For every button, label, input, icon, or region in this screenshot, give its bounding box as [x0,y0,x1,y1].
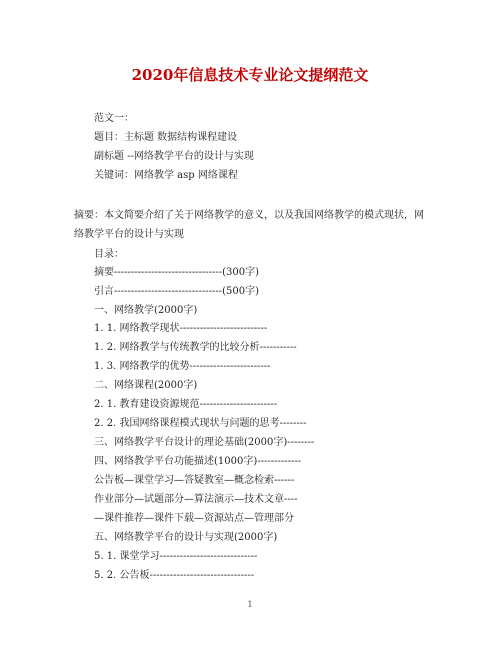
toc-item: 五、网络教学平台的设计与实现(2000字) [94,532,278,543]
header-line-1: 范文一： [94,113,134,124]
abstract-line-1: 摘要：本文简要介绍了关于网络教学的意义，以及我国网络教学的模式现状，网 [74,210,424,221]
header-line-3: 副标题 --网络教学平台的设计与实现 [94,151,254,162]
toc-item: 5. 1. 课堂学习----------------------------- [94,551,258,562]
toc-item: 5. 2. 公告板------------------------------- [94,570,255,581]
toc-item: 摘要--------------------------------(300字) [94,267,260,278]
header-line-4: 关键词：网络教学 asp 网络课程 [94,170,238,181]
toc-item: 作业部分—试题部分—算法演示—技术文章---- [94,494,298,505]
toc-item: 三、网络教学平台设计的理论基础(2000字)-------- [94,437,315,448]
toc-item: 二、网络课程(2000字) [94,380,198,391]
abstract-line-2: 络教学平台的设计与实现 [74,229,184,240]
toc-heading: 目录： [94,249,124,260]
document-title: 2020年信息技术专业论文提纲范文 [131,66,369,84]
toc-item: 引言--------------------------------(500字) [94,286,260,297]
toc-item: 1. 1. 网络教学现状-------------------------- [94,323,268,334]
toc-item: 1. 3. 网络教学的优势------------------------ [94,361,271,372]
toc-item: 2. 1. 教育建设资源规范----------------------- [94,399,278,410]
toc-item: 四、网络教学平台功能描述(1000字)------------- [94,456,302,467]
toc-item: 公告板—课堂学习—答疑教室—概念检索------ [94,475,295,486]
toc-item: 2. 2. 我国网络课程模式现状与问题的思考-------- [94,418,307,429]
toc-item: —课件推荐—课件下载—资源站点—管理部分 [94,513,294,524]
toc-item: 一、网络教学(2000字) [94,305,198,316]
header-line-2: 题目：主标题 数据结构课程建设 [94,132,238,143]
page-number: 1 [247,600,253,609]
toc-item: 1. 2. 网络教学与传统教学的比较分析----------- [94,342,297,353]
